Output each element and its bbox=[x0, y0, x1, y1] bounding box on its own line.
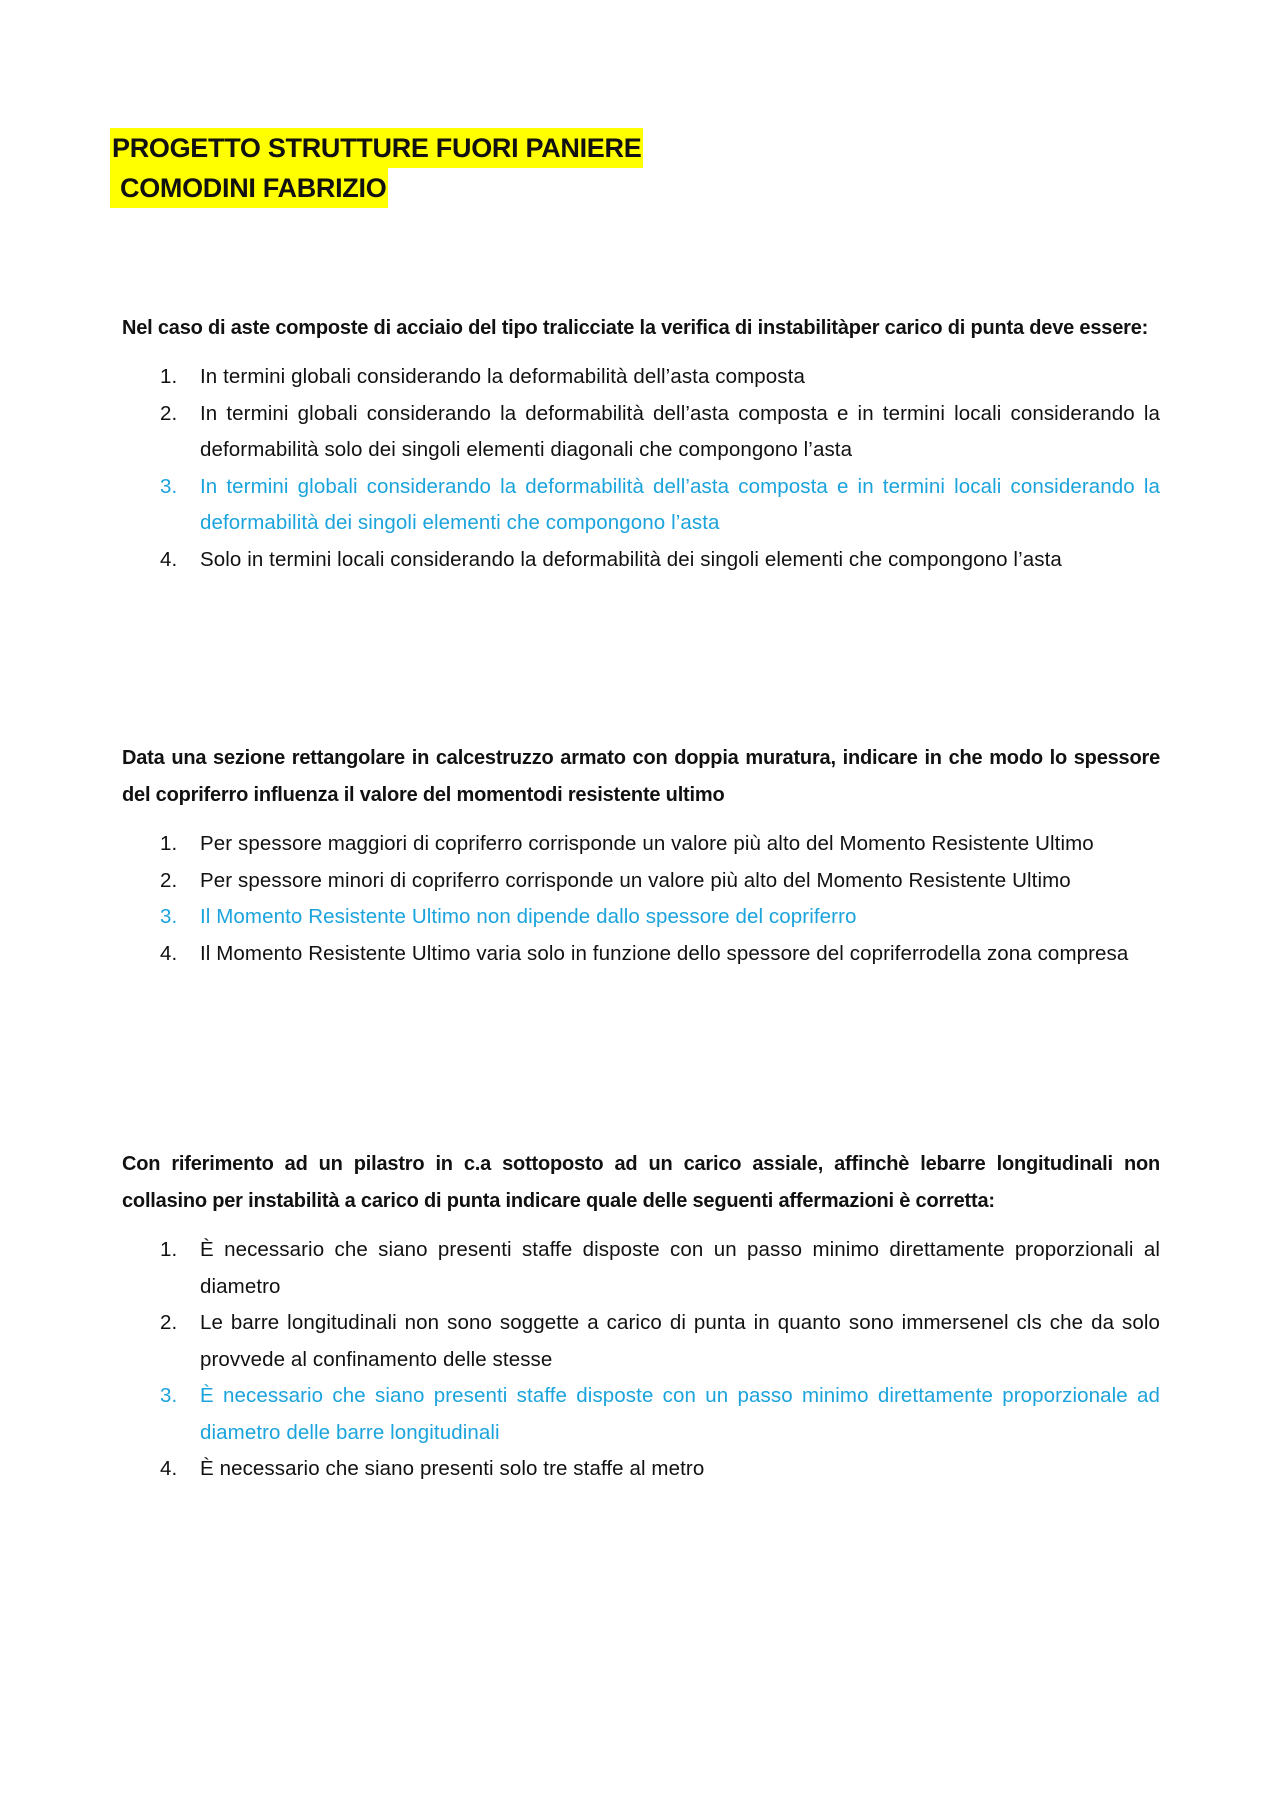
option-number: 4. bbox=[160, 941, 178, 965]
option-number: 2. bbox=[160, 868, 178, 892]
option-text: In termini globali considerando la deformabilità dell’asta composta bbox=[200, 365, 805, 388]
option-text: È necessario che siano presenti solo tre staffe al metro bbox=[200, 1457, 705, 1480]
option-number: 4. bbox=[160, 1457, 178, 1480]
option-text: In termini globali considerando la deformabilità dell’asta composta e in termini locali considerando la deformabilità dei singoli elementi che compongono l’asta bbox=[200, 474, 1160, 534]
answer-list bbox=[122, 359, 1160, 578]
option-number: 3. bbox=[160, 1384, 178, 1407]
question-text: Nel caso di aste composte di acciaio del tipo tralicciate la verifica di instabilitàper carico di punta deve essere: bbox=[122, 317, 1149, 339]
option-text: Il Momento Resistente Ultimo varia solo in funzione dello spessore del copriferrodella zona compresa bbox=[200, 941, 1129, 965]
answer-option bbox=[122, 396, 1160, 469]
option-text: In termini globali considerando la deformabilità dell’asta composta e in termini locali considerando la deformabilità solo dei singoli elementi diagonali che compongono l’asta bbox=[200, 401, 1160, 461]
option-text: È necessario che siano presenti staffe disposte con un passo minimo direttamente proporzionale ad diametro delle barre longitudinali bbox=[200, 1384, 1160, 1444]
answer-list bbox=[122, 826, 1160, 972]
option-number: 3. bbox=[160, 474, 178, 498]
answer-option bbox=[122, 359, 1160, 396]
document-title bbox=[110, 128, 643, 208]
answer-list bbox=[122, 1232, 1160, 1488]
option-number: 3. bbox=[160, 905, 178, 928]
answer-option-correct bbox=[122, 1378, 1160, 1451]
option-number: 1. bbox=[160, 365, 178, 388]
option-text: Per spessore minori di copriferro corrisponde un valore più alto del Momento Resistente Ultimo bbox=[200, 868, 1071, 892]
question-2 bbox=[122, 740, 1160, 972]
answer-option bbox=[122, 826, 1160, 863]
option-text: Le barre longitudinali non sono soggette a carico di punta in quanto sono immersenel cls che da solo provvede al confinamento delle stesse bbox=[200, 1311, 1160, 1371]
answer-option bbox=[122, 863, 1160, 900]
option-text: Per spessore maggiori di copriferro corrisponde un valore più alto del Momento Resistente Ultimo bbox=[200, 832, 1094, 855]
option-text: È necessario che siano presenti staffe disposte con un passo minimo direttamente proporzionali al diametro bbox=[200, 1238, 1160, 1298]
title-line-2: COMODINI FABRIZIO bbox=[110, 168, 388, 208]
question-text: Data una sezione rettangolare in calcestruzzo armato con doppia muratura, indicare in che modo lo spessore del copriferro influenza il valore del momentodi resistente ultimo bbox=[122, 747, 1160, 806]
question-text: Con riferimento ad un pilastro in c.a sottoposto ad un carico assiale, affinchè lebarre longitudinali non collasino per instabilità a carico di punta indicare quale delle seguenti affermazioni è corretta: bbox=[122, 1153, 1160, 1212]
question-3 bbox=[122, 1146, 1160, 1488]
answer-option-correct bbox=[122, 899, 1160, 936]
option-number: 1. bbox=[160, 1238, 178, 1261]
option-number: 1. bbox=[160, 832, 178, 855]
title-line-1: PROGETTO STRUTTURE FUORI PANIERE bbox=[110, 128, 643, 168]
option-number: 2. bbox=[160, 401, 178, 425]
answer-option-correct bbox=[122, 469, 1160, 542]
answer-option bbox=[122, 1451, 1160, 1488]
answer-option bbox=[122, 936, 1160, 973]
answer-option bbox=[122, 542, 1160, 579]
option-number: 4. bbox=[160, 547, 178, 571]
answer-option bbox=[122, 1232, 1160, 1305]
answer-option bbox=[122, 1305, 1160, 1378]
option-text: Solo in termini locali considerando la deformabilità dei singoli elementi che compongono l’asta bbox=[200, 547, 1062, 571]
question-1 bbox=[122, 310, 1160, 578]
option-number: 2. bbox=[160, 1311, 178, 1334]
option-text: Il Momento Resistente Ultimo non dipende dallo spessore del copriferro bbox=[200, 905, 857, 928]
